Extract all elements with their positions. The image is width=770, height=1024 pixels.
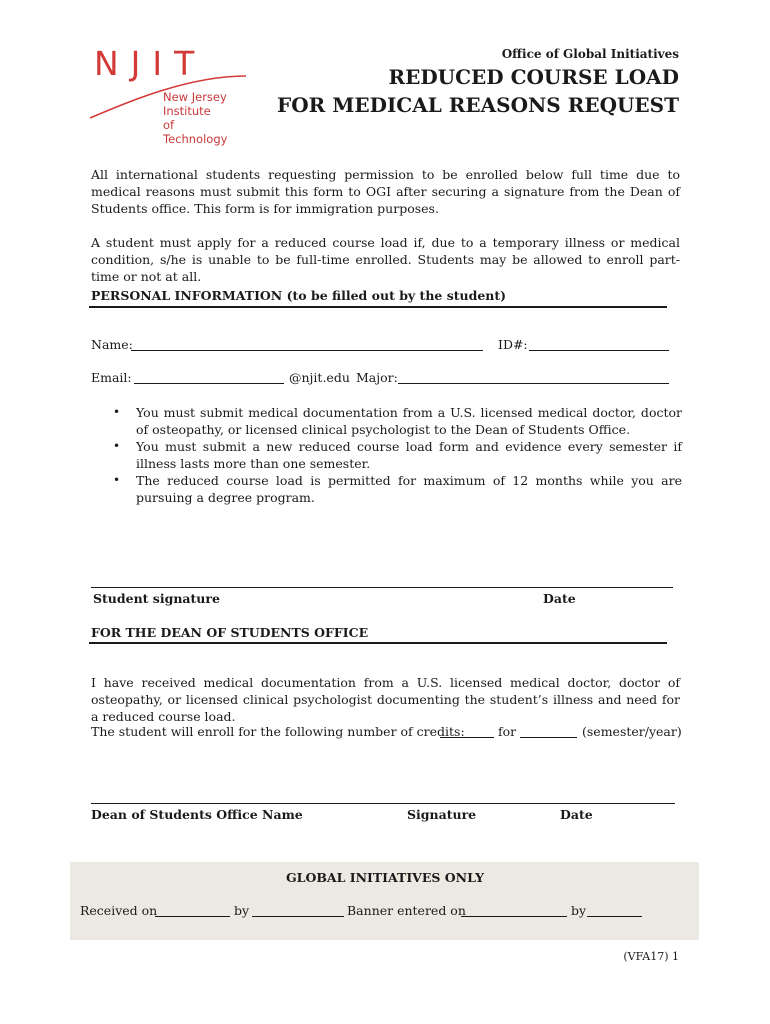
credits-suffix: (semester/year)	[582, 724, 682, 739]
credits-field[interactable]	[440, 737, 494, 738]
email-domain: @njit.edu	[289, 370, 350, 385]
id-label: ID#:	[498, 337, 528, 352]
dean-section-heading: FOR THE DEAN OF STUDENTS OFFICE	[91, 625, 369, 640]
received-on-label: Received on	[80, 903, 158, 918]
global-initiatives-heading: GLOBAL INITIATIVES ONLY	[285, 870, 485, 885]
list-item: • You must submit medical documentation from a U.S. licensed medical doctor, doctor of osteopathy, or licensed clinical psychologist to the Dean of Students Office.	[113, 405, 682, 437]
id-field[interactable]	[529, 350, 669, 351]
student-signature-line[interactable]	[91, 587, 673, 588]
logo-subtitle	[163, 90, 227, 146]
office-name: Office of Global Initiatives	[501, 47, 679, 61]
name-label: Name:	[91, 337, 133, 352]
banner-by-field[interactable]	[587, 916, 642, 917]
bullet-icon: •	[113, 473, 121, 487]
dean-date-label: Date	[560, 807, 593, 822]
logo-subtitle-line2: of Technology	[163, 118, 228, 146]
banner-by-label: by	[571, 903, 587, 918]
credits-prefix: The student will enroll for the following number of credits:	[91, 724, 465, 739]
name-field[interactable]	[131, 350, 483, 351]
dean-statement: I have received medical documentation from a U.S. licensed medical doctor, doctor of osteopathy, or licensed clinical psychologist documenting the student’s illness and need for a reduced course load.	[91, 675, 680, 724]
received-on-field[interactable]	[155, 916, 230, 917]
banner-entered-on-label: Banner entered on	[347, 903, 466, 918]
major-field[interactable]	[398, 383, 669, 384]
requirements-list	[110, 404, 682, 506]
dean-signature-line[interactable]	[91, 803, 675, 804]
dean-signature-label: Signature	[407, 807, 477, 822]
email-field[interactable]	[134, 383, 284, 384]
form-code: (VFA17) 1	[623, 950, 679, 963]
dean-office-name-label: Dean of Students Office Name	[91, 807, 303, 822]
student-signature-label: Student signature	[93, 591, 220, 606]
banner-entered-on-field[interactable]	[461, 916, 567, 917]
received-by-label: by	[234, 903, 250, 918]
bullet-icon: •	[113, 439, 121, 453]
section-divider	[89, 306, 667, 308]
page-title-line2: FOR MEDICAL REASONS REQUEST	[277, 93, 679, 117]
received-by-field[interactable]	[252, 916, 344, 917]
major-label: Major:	[356, 370, 398, 385]
bullet-icon: •	[113, 405, 121, 419]
semester-year-field[interactable]	[520, 737, 577, 738]
logo-letters: NJIT	[94, 44, 207, 83]
list-item: • The reduced course load is permitted for maximum of 12 months while you are pursuing a degree program.	[113, 473, 682, 505]
student-date-label: Date	[543, 591, 576, 606]
email-label: Email:	[91, 370, 132, 385]
intro-paragraph-1: All international students requesting permission to be enrolled below full time due to medical reasons must submit this form to OGI after securing a signature from the Dean of Students office. This form is for immigration purposes.	[91, 167, 680, 216]
personal-info-heading: PERSONAL INFORMATION (to be filled out by the student)	[91, 288, 507, 303]
list-item: • You must submit a new reduced course load form and evidence every semester if illness lasts more than one semester.	[113, 439, 682, 471]
section-divider	[89, 642, 667, 644]
intro-paragraph-2: A student must apply for a reduced course load if, due to a temporary illness or medical condition, s/he is unable to be full-time enrolled. Students may be allowed to enroll part-time or not at all.	[91, 235, 680, 284]
page-title-line1: REDUCED COURSE LOAD	[388, 65, 679, 89]
credits-for: for	[498, 724, 517, 739]
logo-subtitle-line1: New Jersey Institute	[163, 90, 227, 118]
